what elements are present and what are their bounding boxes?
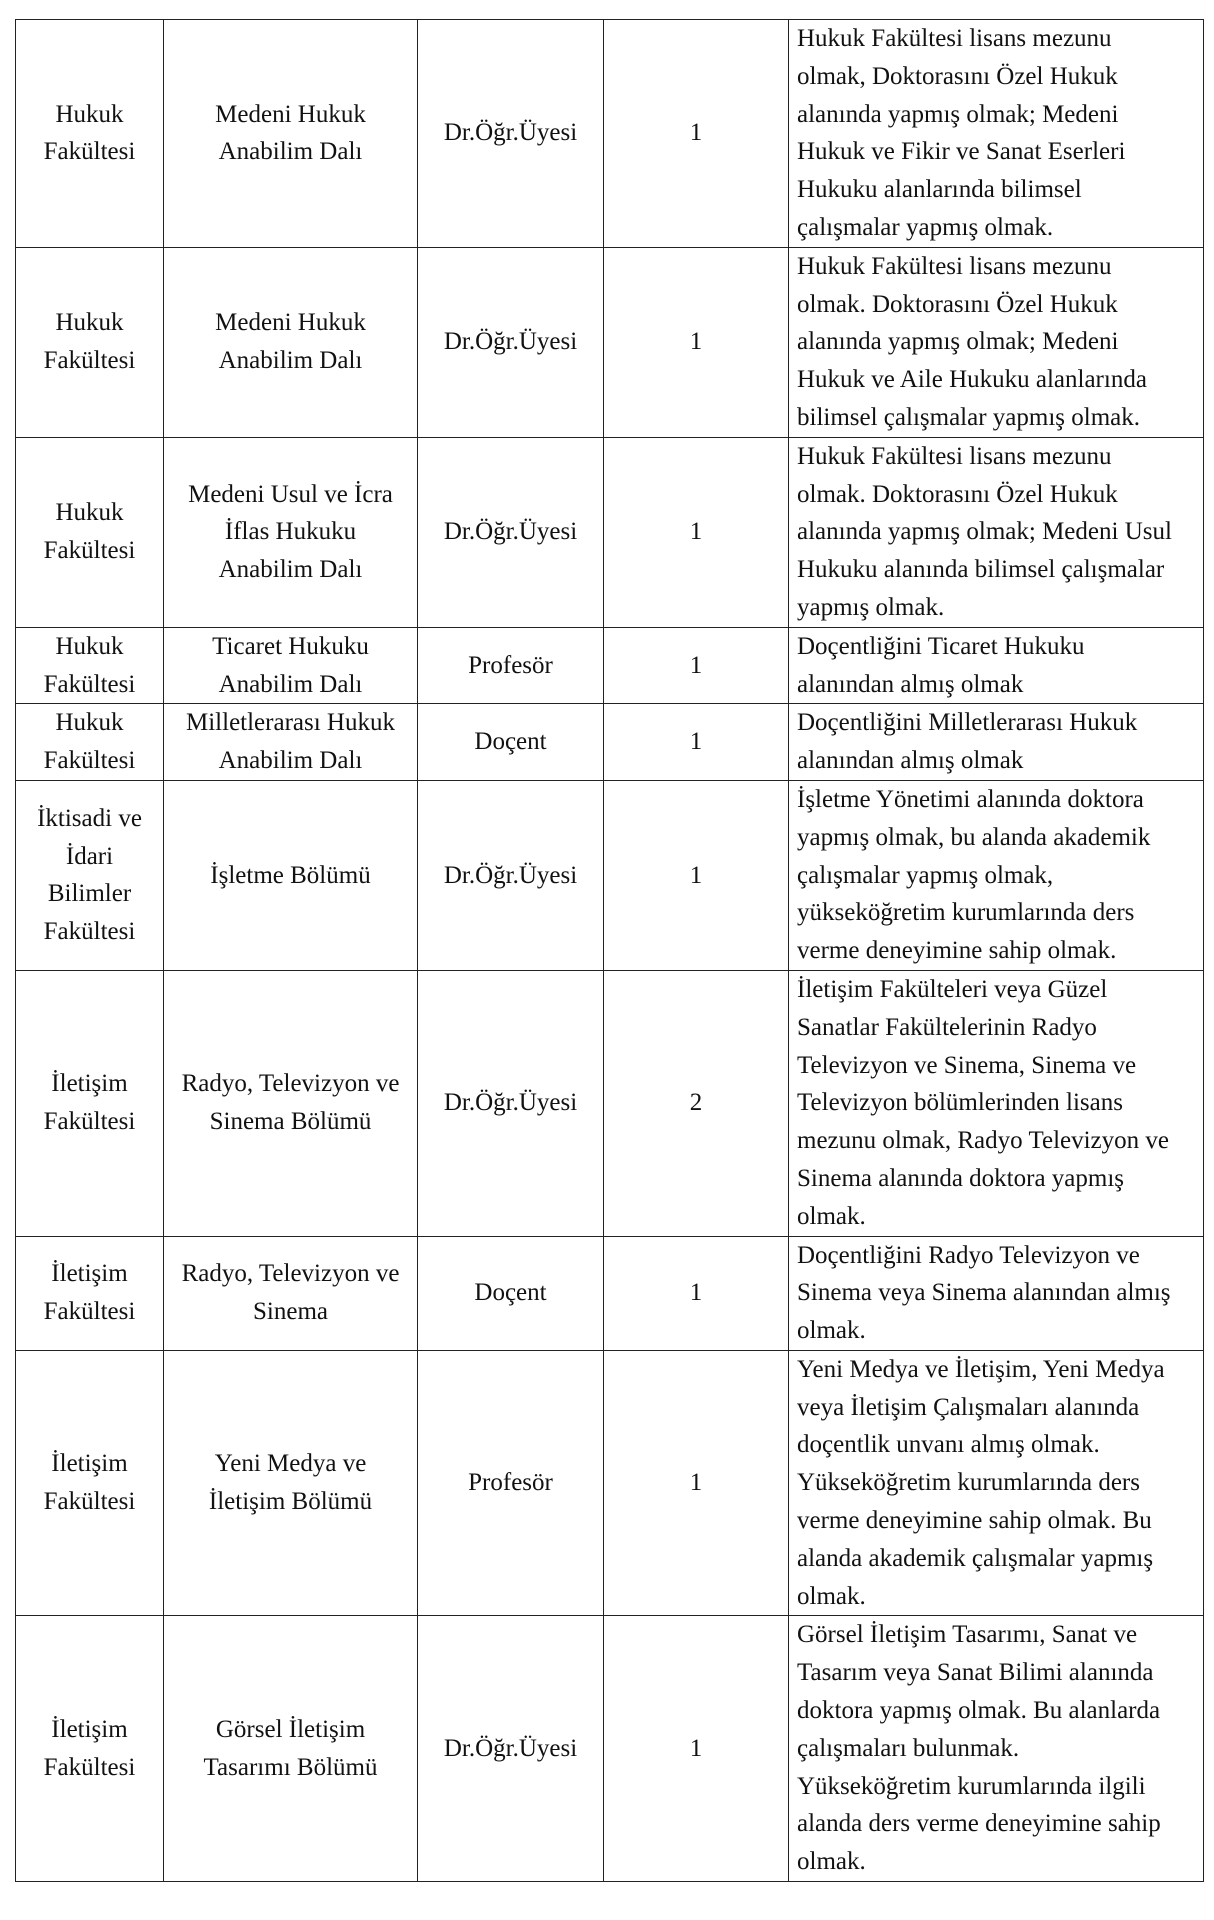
department-line: Tasarımı Bölümü <box>203 1753 378 1781</box>
requirements-line: Hukuku alanlarında bilimsel <box>797 176 1082 204</box>
requirements-line: Sinema alanında doktora yapmış <box>797 1164 1125 1192</box>
count-value: 1 <box>689 728 703 756</box>
title-cell <box>418 1350 604 1616</box>
faculty-cell <box>16 704 164 781</box>
requirements-cell <box>789 627 1204 704</box>
title-value: Dr.Öğr.Üyesi <box>443 518 578 546</box>
positions-table <box>15 19 1204 1882</box>
count-value: 1 <box>689 518 703 546</box>
requirements-cell <box>789 1236 1204 1350</box>
faculty-cell <box>16 1616 164 1882</box>
requirements-line: Yükseköğretim kurumlarında ilgili <box>797 1772 1146 1800</box>
requirements-line: doçentlik unvanı almış olmak. <box>797 1431 1100 1459</box>
requirements-line: yapmış olmak, bu alanda akademik <box>797 823 1151 851</box>
faculty-line: Fakültesi <box>43 138 136 166</box>
requirements-line: olmak, Doktorasını Özel Hukuk <box>797 62 1118 90</box>
title-cell <box>418 247 604 437</box>
count-cell <box>604 780 789 970</box>
requirements-line: Hukuk Fakültesi lisans mezunu <box>797 442 1112 470</box>
faculty-line: Fakültesi <box>43 1488 136 1516</box>
count-value: 1 <box>689 1734 703 1762</box>
department-cell <box>164 1616 418 1882</box>
requirements-cell <box>789 704 1204 781</box>
department-cell <box>164 780 418 970</box>
count-cell <box>604 627 789 704</box>
department-line: Sinema Bölümü <box>209 1108 372 1136</box>
requirements-line: olmak. <box>797 1317 866 1345</box>
requirements-line: olmak. <box>797 1848 866 1876</box>
department-line: Milletlerarası Hukuk <box>186 709 395 737</box>
department-line: Radyo, Televizyon ve <box>181 1260 400 1288</box>
requirements-line: Hukuk Fakültesi lisans mezunu <box>797 25 1112 52</box>
requirements-line: olmak. Doktorasını Özel Hukuk <box>797 290 1118 318</box>
requirements-line: alanında yapmış olmak; Medeni <box>797 328 1119 356</box>
title-value: Dr.Öğr.Üyesi <box>443 1089 578 1117</box>
department-cell <box>164 20 418 248</box>
requirements-line: alanından almış olmak <box>797 747 1024 775</box>
table-row <box>16 247 1204 437</box>
faculty-line: Fakültesi <box>43 1108 136 1136</box>
faculty-line: Hukuk <box>55 309 124 337</box>
faculty-line: Fakültesi <box>43 1753 136 1781</box>
faculty-line: İletişim <box>51 1260 128 1288</box>
faculty-cell <box>16 970 164 1236</box>
requirements-line: alanda ders verme deneyimine sahip <box>797 1810 1161 1838</box>
title-cell <box>418 627 604 704</box>
faculty-line: Fakültesi <box>43 747 136 775</box>
requirements-line: verme deneyimine sahip olmak. <box>797 937 1117 965</box>
faculty-line: Fakültesi <box>43 918 136 946</box>
faculty-line: Hukuk <box>55 632 124 660</box>
title-cell <box>418 1236 604 1350</box>
requirements-line: olmak. <box>797 1582 866 1610</box>
requirements-line: Görsel İletişim Tasarımı, Sanat ve <box>797 1621 1138 1649</box>
requirements-line: alanında yapmış olmak; Medeni <box>797 100 1119 128</box>
count-value: 1 <box>689 1469 703 1497</box>
title-value: Dr.Öğr.Üyesi <box>443 1734 578 1762</box>
title-cell <box>418 704 604 781</box>
requirements-cell <box>789 970 1204 1236</box>
requirements-line: Hukuk ve Aile Hukuku alanlarında <box>797 366 1147 394</box>
faculty-line: Fakültesi <box>43 670 136 698</box>
requirements-line: doktora yapmış olmak. Bu alanlarda <box>797 1697 1161 1725</box>
department-line: Medeni Hukuk <box>215 309 366 337</box>
requirements-line: Hukuk Fakültesi lisans mezunu <box>797 252 1112 280</box>
faculty-line: Fakültesi <box>43 1298 136 1326</box>
count-cell <box>604 247 789 437</box>
department-line: Medeni Usul ve İcra <box>188 480 393 508</box>
title-cell <box>418 780 604 970</box>
requirements-line: veya İletişim Çalışmaları alanında <box>797 1393 1140 1421</box>
department-line: İletişim Bölümü <box>208 1488 373 1516</box>
requirements-line: çalışmaları bulunmak. <box>797 1734 1020 1762</box>
title-value: Dr.Öğr.Üyesi <box>443 328 578 356</box>
document-page <box>15 19 1203 1882</box>
department-cell <box>164 1350 418 1616</box>
table-row <box>16 627 1204 704</box>
title-value: Dr.Öğr.Üyesi <box>443 861 578 889</box>
requirements-line: alanından almış olmak <box>797 670 1024 698</box>
title-cell <box>418 437 604 627</box>
count-value: 1 <box>689 651 703 679</box>
requirements-cell <box>789 780 1204 970</box>
count-value: 1 <box>689 119 703 147</box>
count-cell <box>604 1350 789 1616</box>
requirements-line: Doçentliğini Milletlerarası Hukuk <box>797 709 1138 737</box>
table-row <box>16 437 1204 627</box>
department-cell <box>164 627 418 704</box>
table-row <box>16 20 1204 248</box>
faculty-line: İdari <box>65 842 114 870</box>
faculty-line: Fakültesi <box>43 347 136 375</box>
table-row <box>16 970 1204 1236</box>
department-line: Anabilim Dalı <box>218 747 363 775</box>
requirements-cell <box>789 1616 1204 1882</box>
count-cell <box>604 1616 789 1882</box>
count-cell <box>604 704 789 781</box>
title-cell <box>418 20 604 248</box>
department-line: Anabilim Dalı <box>218 347 363 375</box>
faculty-line: Hukuk <box>55 709 124 737</box>
faculty-cell <box>16 437 164 627</box>
title-value: Profesör <box>468 1469 553 1497</box>
faculty-line: Fakültesi <box>43 537 136 565</box>
requirements-line: yapmış olmak. <box>797 593 945 621</box>
faculty-line: İktisadi ve <box>37 804 142 832</box>
count-value: 1 <box>689 328 703 356</box>
requirements-cell <box>789 437 1204 627</box>
title-cell <box>418 970 604 1236</box>
requirements-line: olmak. Doktorasını Özel Hukuk <box>797 480 1118 508</box>
title-value: Dr.Öğr.Üyesi <box>443 119 578 147</box>
table-row <box>16 1350 1204 1616</box>
table-row <box>16 780 1204 970</box>
department-cell <box>164 437 418 627</box>
table-row <box>16 1236 1204 1350</box>
requirements-line: İşletme Yönetimi alanında doktora <box>797 785 1144 813</box>
requirements-line: Yeni Medya ve İletişim, Yeni Medya <box>797 1355 1165 1383</box>
department-line: Anabilim Dalı <box>218 556 363 584</box>
requirements-line: Televizyon ve Sinema, Sinema ve <box>797 1051 1137 1079</box>
department-cell <box>164 247 418 437</box>
faculty-cell <box>16 20 164 248</box>
table-row <box>16 1616 1204 1882</box>
department-line: Anabilim Dalı <box>218 670 363 698</box>
requirements-line: Sanatlar Fakültelerinin Radyo <box>797 1013 1097 1041</box>
faculty-line: İletişim <box>51 1070 128 1098</box>
requirements-line: yükseköğretim kurumlarında ders <box>797 899 1135 927</box>
table-row <box>16 704 1204 781</box>
title-value: Doçent <box>474 728 547 756</box>
requirements-cell <box>789 247 1204 437</box>
requirements-line: Doçentliğini Ticaret Hukuku <box>797 632 1085 660</box>
requirements-line: Hukuku alanında bilimsel çalışmalar <box>797 556 1165 584</box>
department-line: Yeni Medya ve <box>214 1450 367 1478</box>
faculty-cell <box>16 247 164 437</box>
positions-table-body <box>16 20 1204 1882</box>
department-cell <box>164 970 418 1236</box>
count-value: 1 <box>689 1279 703 1307</box>
requirements-line: Hukuk ve Fikir ve Sanat Eserleri <box>797 138 1126 166</box>
requirements-line: Yükseköğretim kurumlarında ders <box>797 1469 1140 1497</box>
department-cell <box>164 1236 418 1350</box>
faculty-cell <box>16 1350 164 1616</box>
department-line: Radyo, Televizyon ve <box>181 1070 400 1098</box>
faculty-cell <box>16 780 164 970</box>
requirements-line: verme deneyimine sahip olmak. Bu <box>797 1507 1152 1535</box>
requirements-line: çalışmalar yapmış olmak. <box>797 213 1054 241</box>
requirements-line: olmak. <box>797 1202 866 1230</box>
requirements-line: alanda akademik çalışmalar yapmış <box>797 1544 1154 1572</box>
requirements-line: alanında yapmış olmak; Medeni Usul <box>797 518 1172 546</box>
department-line: İşletme Bölümü <box>210 861 371 889</box>
count-cell <box>604 437 789 627</box>
count-value: 1 <box>689 861 703 889</box>
department-line: İflas Hukuku <box>224 518 357 546</box>
count-cell <box>604 970 789 1236</box>
faculty-line: Hukuk <box>55 499 124 527</box>
faculty-cell <box>16 627 164 704</box>
requirements-line: Sinema veya Sinema alanından almış <box>797 1279 1171 1307</box>
count-value: 2 <box>689 1089 703 1117</box>
title-value: Doçent <box>474 1279 547 1307</box>
department-cell <box>164 704 418 781</box>
requirements-line: Televizyon bölümlerinden lisans <box>797 1089 1123 1117</box>
count-cell <box>604 20 789 248</box>
department-line: Anabilim Dalı <box>218 138 363 166</box>
requirements-line: Doçentliğini Radyo Televizyon ve <box>797 1241 1140 1269</box>
requirements-line: mezunu olmak, Radyo Televizyon ve <box>797 1127 1169 1155</box>
department-line: Sinema <box>253 1298 328 1326</box>
faculty-cell <box>16 1236 164 1350</box>
department-line: Görsel İletişim <box>215 1715 366 1743</box>
department-line: Ticaret Hukuku <box>212 632 369 660</box>
requirements-cell <box>789 1350 1204 1616</box>
faculty-line: Hukuk <box>55 100 124 128</box>
title-value: Profesör <box>468 651 553 679</box>
title-cell <box>418 1616 604 1882</box>
requirements-line: İletişim Fakülteleri veya Güzel <box>797 975 1108 1003</box>
requirements-line: çalışmalar yapmış olmak, <box>797 861 1054 889</box>
faculty-line: İletişim <box>51 1450 128 1478</box>
requirements-line: Tasarım veya Sanat Bilimi alanında <box>797 1659 1154 1687</box>
requirements-cell <box>789 20 1204 248</box>
faculty-line: Bilimler <box>47 880 132 908</box>
department-line: Medeni Hukuk <box>215 100 366 128</box>
count-cell <box>604 1236 789 1350</box>
requirements-line: bilimsel çalışmalar yapmış olmak. <box>797 403 1140 431</box>
faculty-line: İletişim <box>51 1715 128 1743</box>
